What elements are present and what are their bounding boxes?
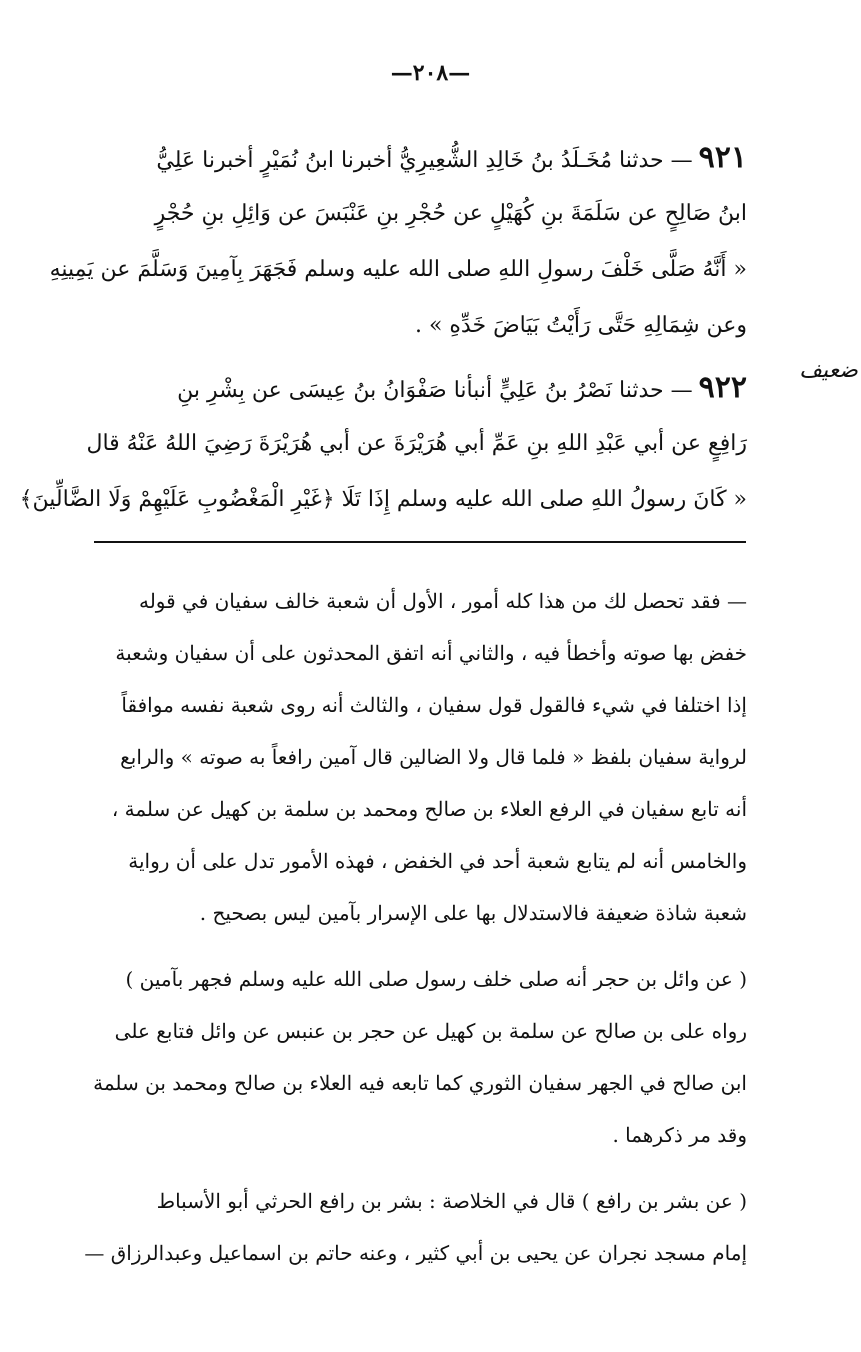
- note-line: إذا اختلفا في شيء فالقول قول سفيان ، والثالث أنه روى شعبة نفسه موافقاً: [121, 693, 747, 717]
- hadith-number: ٩٢١: [698, 140, 747, 175]
- note-line: أنه تابع سفيان في الرفع العلاء بن صالح ومحمد بن سلمة بن كهيل عن سلمة ،: [111, 797, 747, 821]
- note-line: رواه على بن صالح عن سلمة بن كهيل عن حجر بن عنبس عن وائل فتابع على: [114, 1019, 747, 1043]
- hadith-922-line-1: [95, 360, 747, 416]
- note-line: خفض بها صوته وأخطأ فيه ، والثاني أنه اتفق المحدثون على أن سفيان وشعبة: [115, 641, 747, 665]
- note-line: والخامس أنه لم يتابع شعبة أحد في الخفض ، فهذه الأمور تدل على أن رواية: [128, 849, 747, 873]
- hadith-922-line-2: رَافِعٍ عن أبي عَبْدِ اللهِ بنِ عَمِّ أبي هُرَيْرَةَ عن أبي هُرَيْرَةَ رَضِيَ اللهُ عَنْهُ قال: [86, 431, 747, 456]
- page-number: —٢٠٨—: [390, 60, 471, 86]
- hadith-text: — حدثنا نَصْرُ بنُ عَلِيٍّ أنبأنا صَفْوَانُ بنُ عِيسَى عن بِشْرِ بنِ: [177, 378, 693, 403]
- hadith-921-line-2: ابنُ صَالِحٍ عن سَلَمَةَ بنِ كُهَيْلٍ عن حُجْرِ بنِ عَنْبَسَ عن وَائِلِ بنِ حُجْرٍ: [154, 201, 747, 226]
- note-line: — فقد تحصل لك من هذا كله أمور ، الأول أن شعبة خالف سفيان في قوله: [138, 589, 747, 613]
- paragraph-gap: [95, 939, 747, 953]
- hadith-922-line-3: « كَانَ رسولُ اللهِ صلى الله عليه وسلم إِذَا تَلَا ﴿غَيْرِ الْمَغْضُوبِ عَلَيْهِمْ وَلَا الضَّالِّينَ﴾: [19, 487, 747, 512]
- note-line: ( عن بشر بن رافع ) قال في الخلاصة : بشر بن رافع الحرثي أبو الأسباط: [156, 1189, 747, 1213]
- paragraph-gap: [95, 1161, 747, 1175]
- hadith-text: — حدثنا مُخَـلَدُ بنُ خَالِدِ الشُّعِيرِيُّ أخبرنا ابنُ نُمَيْرٍ أخبرنا عَلِيُّ: [156, 148, 693, 173]
- note-line: ( عن وائل بن حجر أنه صلى خلف رسول صلى الله عليه وسلم فجهر بآمين ): [125, 967, 747, 991]
- hadith-section: [19, 130, 747, 528]
- commentary-section: [84, 575, 747, 1279]
- note-line: شعبة شاذة ضعيفة فالاستدلال بها على الإسرار بآمين ليس بصحيح .: [199, 901, 747, 925]
- hadith-number: ٩٢٢: [698, 370, 747, 405]
- note-line: إمام مسجد نجران عن يحيى بن أبي كثير ، وعنه حاتم بن اسماعيل وعبدالرزاق —: [84, 1241, 747, 1265]
- note-line: لرواية سفيان بلفظ « فلما قال ولا الضالين قال آمين رافعاً به صوته » والرابع: [120, 745, 747, 769]
- footnote-divider: [94, 541, 746, 543]
- note-line: ابن صالح في الجهر سفيان الثوري كما تابعه فيه العلاء بن صالح ومحمد بن سلمة: [93, 1071, 747, 1095]
- note-line: وقد مر ذكرهما .: [612, 1123, 747, 1147]
- margin-note: ضعيف: [799, 358, 858, 383]
- hadith-921-line-4: وعن شِمَالِهِ حَتَّى رَأَيْتُ بَيَاضَ خَدِّهِ » .: [414, 313, 747, 338]
- hadith-921-line-1: [95, 130, 747, 186]
- hadith-921-line-3: « أَنَّهُ صَلَّى خَلْفَ رسولِ اللهِ صلى الله عليه وسلم فَجَهَرَ بِآمِينَ وَسَلَّمَ عن يَمِينِهِ: [49, 257, 747, 282]
